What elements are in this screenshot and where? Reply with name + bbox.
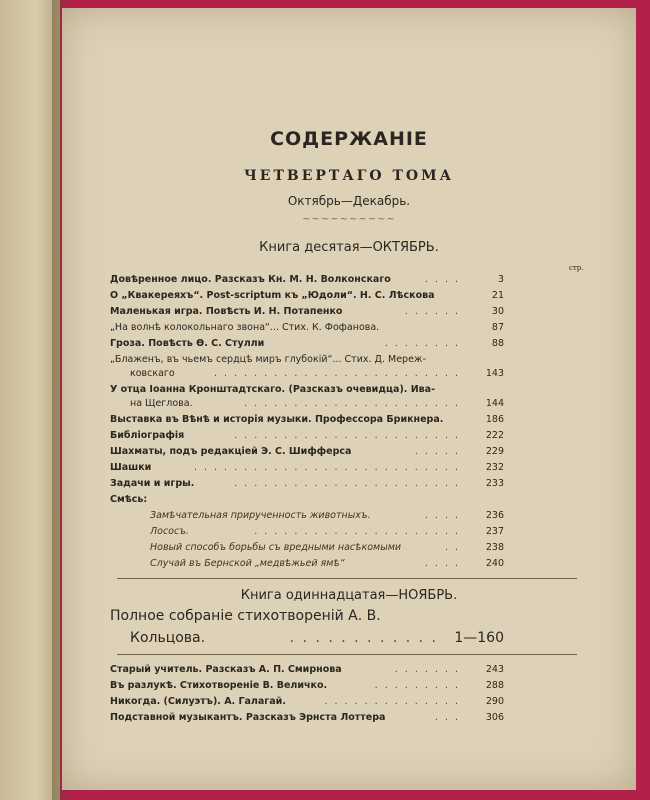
toc-row: Старый учитель. Разсказъ А. П. Смирнова . . . . . . . 243: [110, 664, 504, 675]
contents-page: [62, 8, 636, 790]
toc-row: Гроза. Повѣсть Ѳ. С. Стулли . . . . . . . . 88: [110, 338, 504, 349]
toc-row: Шахматы, подъ редакціей Э. С. Шифферса . . . . . 229: [110, 446, 504, 457]
book10-heading: Книга десятая—ОКТЯБРЬ.: [259, 240, 439, 255]
contents-title: СОДЕРЖАНІЕ: [270, 128, 428, 150]
section-rule: [117, 654, 577, 655]
toc-row: Полное собраніе стихотвореній А. В.: [110, 608, 381, 624]
toc-row: Въ разлукѣ. Стихотвореніе В. Величко. . . . . . . . . . 288: [110, 680, 504, 691]
toc-row: Подставной музыкантъ. Разсказъ Эрнста Лоттера . . . 306: [110, 712, 504, 723]
toc-row: Довѣренное лицо. Разсказъ Кн. М. Н. Волконскаго . . . . 3: [110, 274, 504, 285]
toc-row: Смѣсь:: [110, 494, 148, 505]
toc-row: Шашки . . . . . . . . . . . . . . . . . . . . . . . . . . . 232: [110, 462, 504, 473]
toc-row: Выставка въ Вѣнѣ и исторія музыки. Профессора Брикнера. 186: [110, 414, 504, 425]
section-rule: [117, 578, 577, 579]
toc-row: „Блаженъ, въ чьемъ сердцѣ миръ глубокій“... Стих. Д. Мереж-: [110, 354, 426, 365]
toc-row: Лососъ. . . . . . . . . . . . . . . . . . . . . . 237: [150, 526, 504, 537]
toc-row: Случай въ Бернской „медвѣжьей ямѣ“ . . . . 240: [150, 558, 504, 569]
volume-subtitle: ЧЕТВЕРТАГО ТОМА: [244, 168, 454, 184]
toc-row: Замѣчательная прирученность животныхъ. . . . . 236: [150, 510, 504, 521]
toc-row: Библіографія . . . . . . . . . . . . . . . . . . . . . . . 222: [110, 430, 504, 441]
toc-row: Задачи и игры. . . . . . . . . . . . . . . . . . . . . . . . 233: [110, 478, 504, 489]
toc-row: Кольцова. . . . . . . . . . . . . 1—160: [130, 630, 504, 646]
toc-row: О „Квакереяхъ“. Post-scriptum къ „Юдоли“. Н. С. Лѣскова 21: [110, 290, 504, 301]
facing-page-edge: [0, 0, 60, 800]
toc-row: У отца Іоанна Кронштадтскаго. (Разсказъ очевидца). Ива-: [110, 384, 436, 395]
toc-row: на Щеглова. . . . . . . . . . . . . . . . . . . . . . . 144: [130, 398, 504, 409]
book11-heading: Книга одиннадцатая—НОЯБРЬ.: [240, 588, 458, 603]
toc-row: Никогда. (Силуэтъ). А. Галагай. . . . . . . . . . . . . . . 290: [110, 696, 504, 707]
page-column-label: стр.: [569, 264, 584, 272]
toc-row: Новый способъ борьбы съ вредными насѣкомыми . . 238: [150, 542, 504, 553]
toc-row: „На волнѣ колокольнаго звона“... Стих. К. Фофанова. 87: [110, 322, 504, 333]
ornament-divider: ~~~~~~~~~~: [302, 214, 396, 225]
months-range: Октябрь—Декабрь.: [287, 194, 411, 208]
toc-row: Маленькая игра. Повѣсть И. Н. Потапенко . . . . . . 30: [110, 306, 504, 317]
toc-row: ковскаго . . . . . . . . . . . . . . . . . . . . . . . . . 143: [130, 368, 504, 379]
